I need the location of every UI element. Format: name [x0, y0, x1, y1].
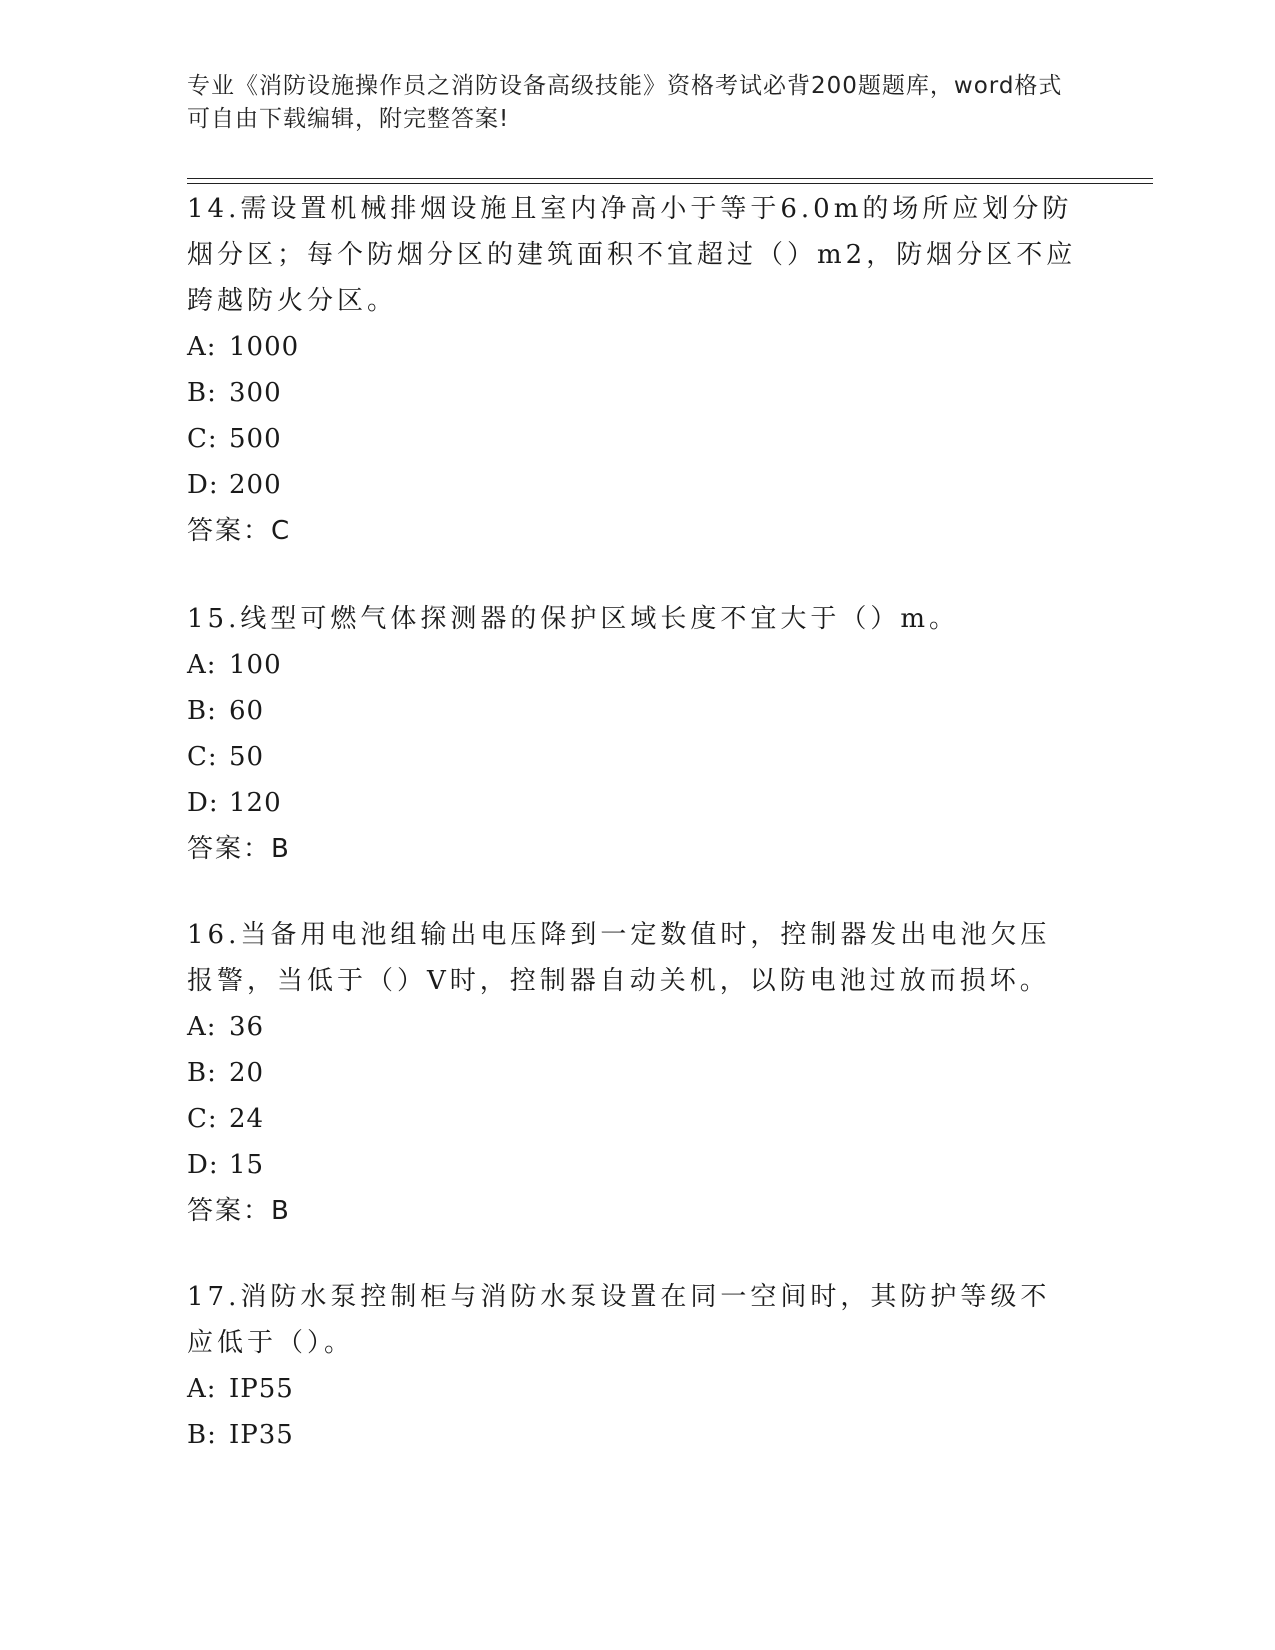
question-stem: 14.需设置机械排烟设施且室内净高小于等于6.0m的场所应划分防烟分区；每个防烟分区的建筑面积不宜超过（）m2，防烟分区不应跨越防火分区。: [187, 194, 1077, 316]
option-key: A:: [187, 1012, 217, 1042]
option-text: 300: [229, 378, 282, 408]
option-a: [187, 1366, 1077, 1412]
option-key: D:: [187, 470, 219, 500]
option-text: 500: [229, 424, 282, 454]
option-text: 50: [229, 742, 265, 772]
option-text: 15: [229, 1150, 265, 1180]
question-stem: 15.线型可燃气体探测器的保护区域长度不宜大于（）m。: [187, 604, 960, 634]
question-stem: 17.消防水泵控制柜与消防水泵设置在同一空间时，其防护等级不应低于（）。: [187, 1282, 1051, 1358]
option-c: [187, 416, 1077, 462]
option-b: [187, 370, 1077, 416]
option-a: [187, 1004, 1077, 1050]
option-key: D:: [187, 788, 219, 818]
option-b: [187, 1412, 1077, 1458]
option-a: [187, 642, 1077, 688]
answer-prefix: 答案：: [187, 1196, 272, 1226]
option-c: [187, 1096, 1077, 1142]
option-key: C:: [187, 424, 218, 454]
question-15: [187, 596, 1077, 872]
option-text: 36: [229, 1012, 265, 1042]
option-text: 20: [229, 1058, 265, 1088]
option-text: 100: [229, 650, 282, 680]
option-key: B:: [187, 378, 217, 408]
answer-prefix: 答案：: [187, 834, 272, 864]
question-17: [187, 1274, 1077, 1458]
option-text: 120: [229, 788, 282, 818]
question-stem: 16.当备用电池组输出电压降到一定数值时，控制器发出电池欠压报警，当低于（）V时，控制器自动关机，以防电池过放而损坏。: [187, 920, 1051, 996]
option-key: A:: [187, 650, 217, 680]
option-text: 24: [229, 1104, 265, 1134]
option-d: [187, 1142, 1077, 1188]
answer-line: [187, 508, 1077, 554]
option-c: [187, 734, 1077, 780]
option-key: C:: [187, 742, 218, 772]
header-rule-top: [187, 178, 1153, 179]
document-header: 专业《消防设施操作员之消防设备高级技能》资格考试必背200题题库，word格式可自由下载编辑，附完整答案!: [187, 73, 1063, 132]
option-text: IP55: [229, 1374, 294, 1404]
option-d: [187, 780, 1077, 826]
option-key: B:: [187, 696, 217, 726]
question-14: [187, 186, 1077, 554]
answer-value: B: [271, 834, 291, 864]
option-key: C:: [187, 1104, 218, 1134]
option-b: [187, 688, 1077, 734]
header-rule-bottom: [187, 183, 1153, 184]
option-b: [187, 1050, 1077, 1096]
option-text: 200: [229, 470, 282, 500]
option-text: IP35: [229, 1420, 294, 1450]
answer-line: [187, 1188, 1077, 1234]
answer-value: B: [271, 1196, 291, 1226]
option-text: 60: [229, 696, 265, 726]
question-16: [187, 912, 1077, 1234]
option-a: [187, 324, 1077, 370]
option-key: B:: [187, 1420, 217, 1450]
answer-value: C: [271, 516, 292, 546]
option-text: 1000: [229, 332, 300, 362]
option-d: [187, 462, 1077, 508]
option-key: D:: [187, 1150, 219, 1180]
option-key: A:: [187, 332, 217, 362]
option-key: B:: [187, 1058, 217, 1088]
answer-line: [187, 826, 1077, 872]
answer-prefix: 答案：: [187, 516, 272, 546]
option-key: A:: [187, 1374, 217, 1404]
